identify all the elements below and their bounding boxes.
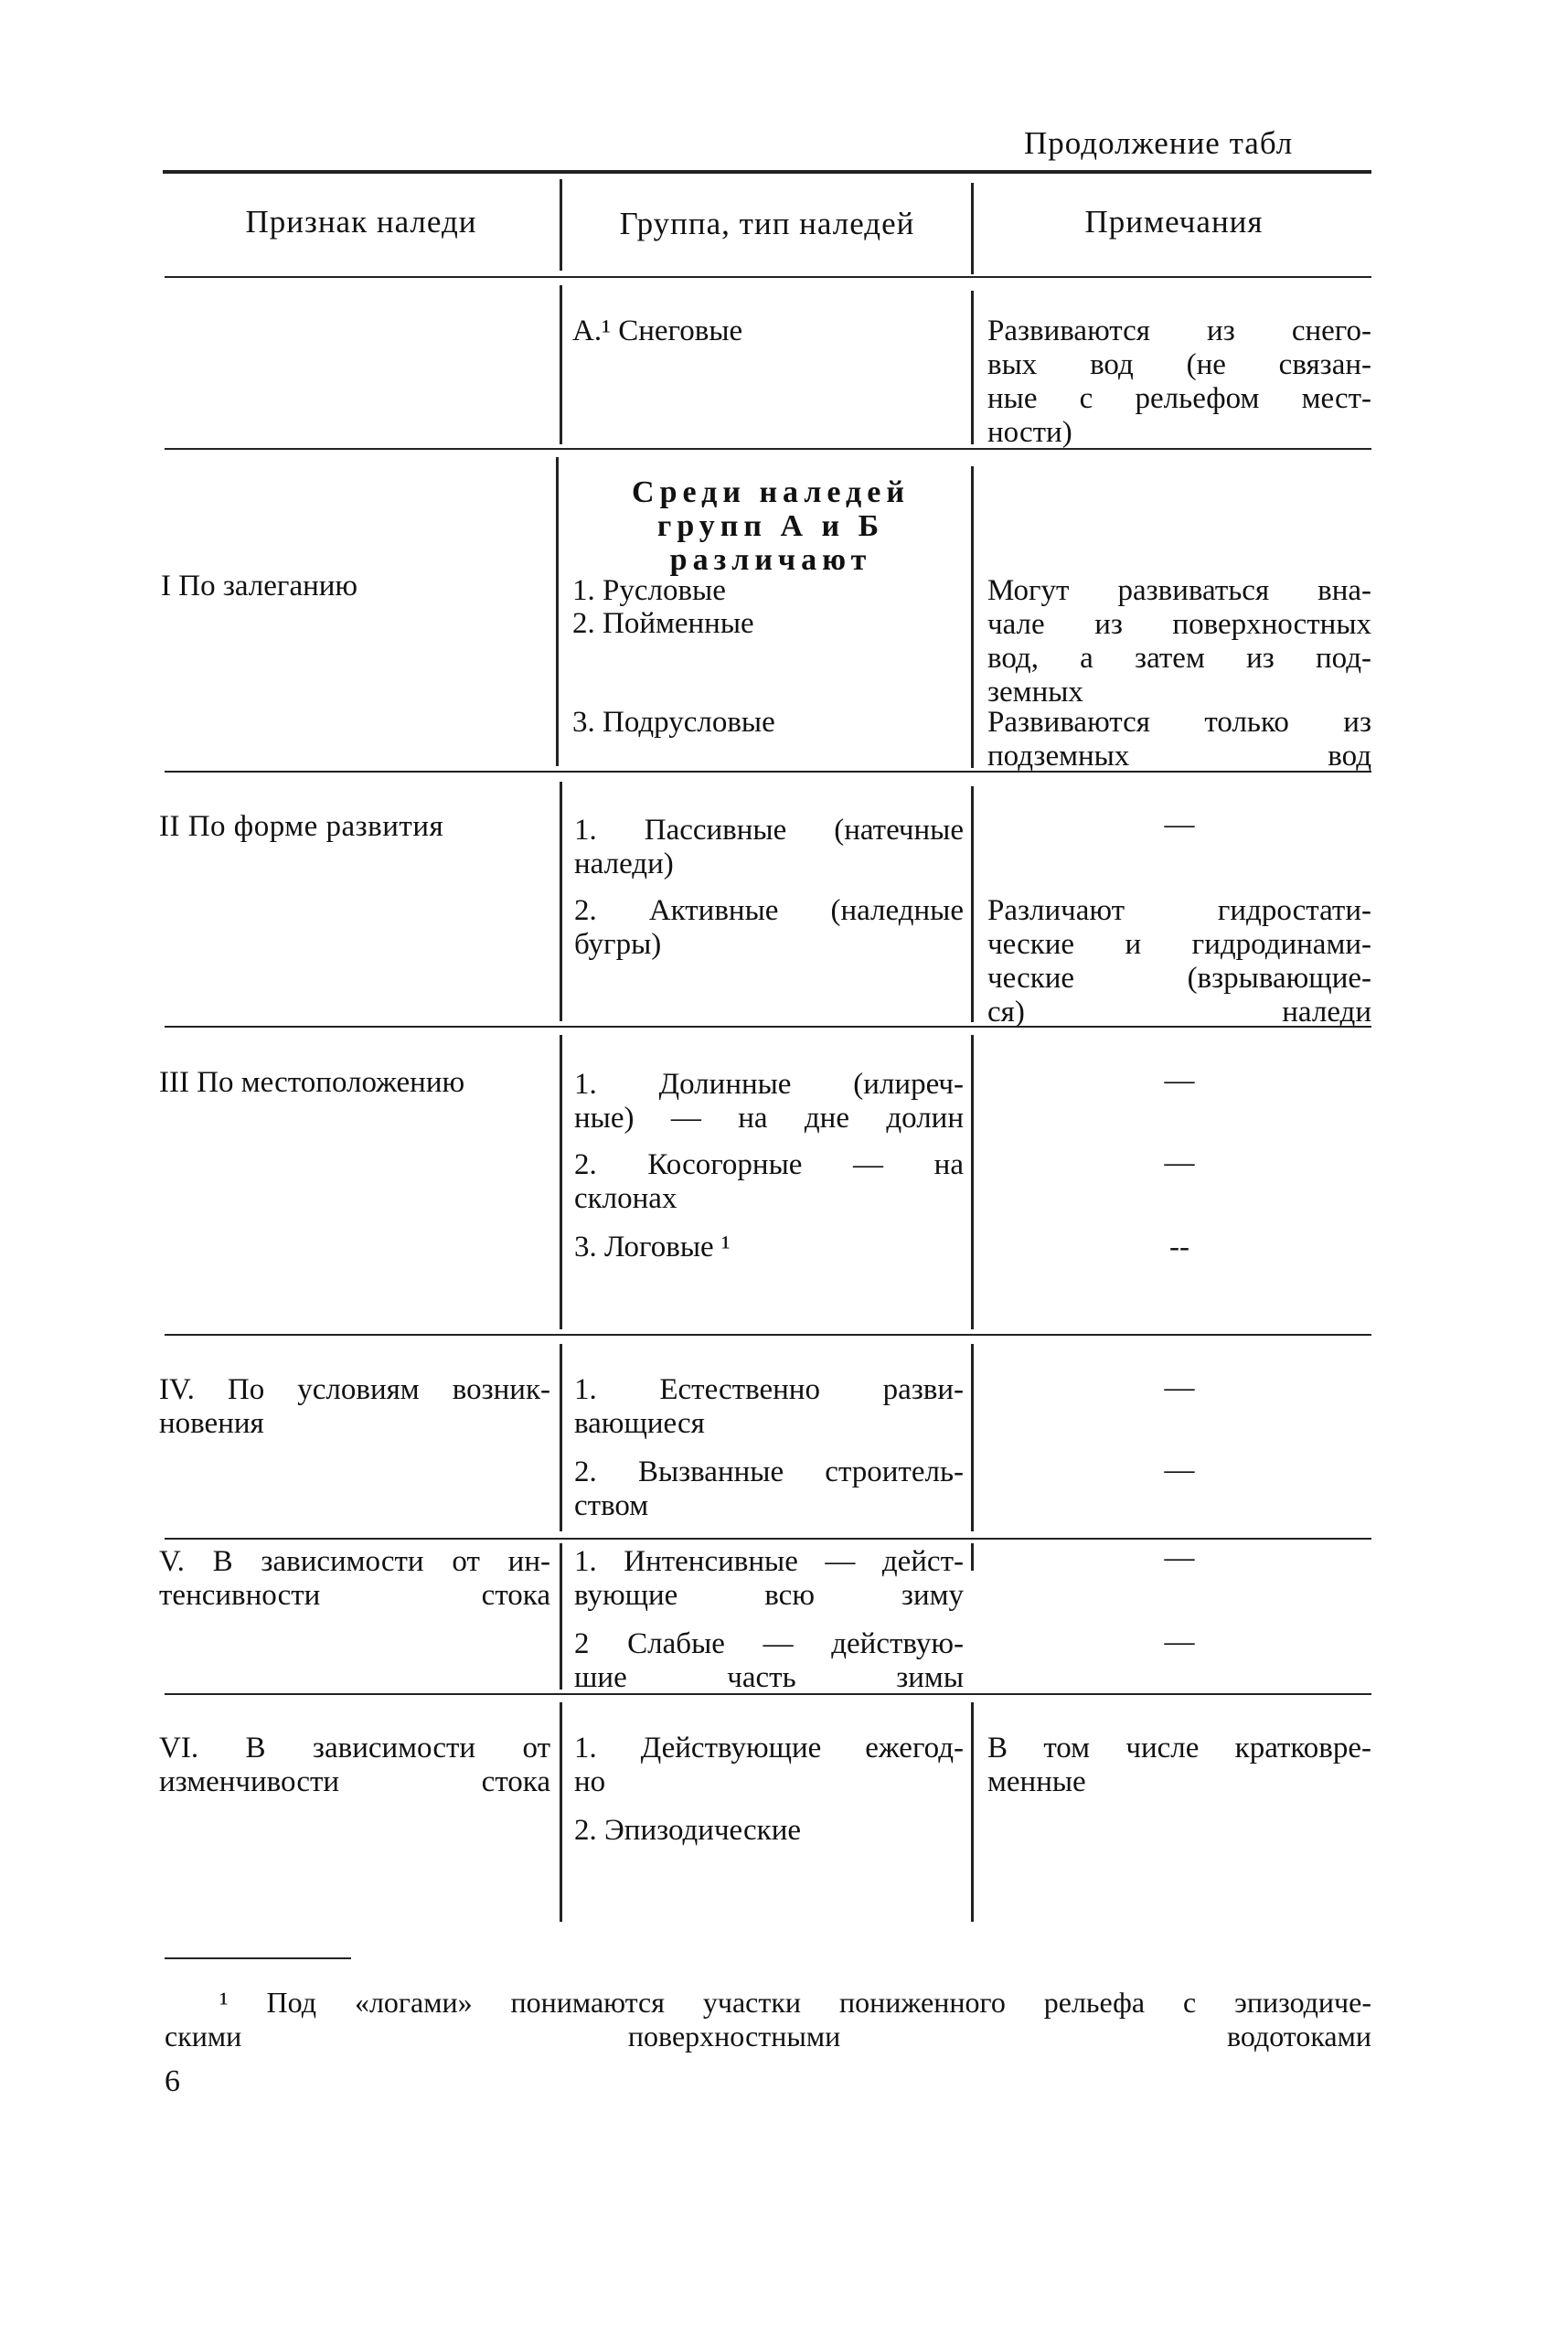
- row-4-note-empty: —: [1164, 1371, 1195, 1404]
- row-3-note-empty: --: [1169, 1231, 1189, 1263]
- row-4-item: 2. Вызванные строитель- ством: [574, 1455, 964, 1522]
- row-4-note-empty: —: [1164, 1454, 1195, 1487]
- row-3-feature: III По местоположению: [159, 1066, 465, 1099]
- column-separator: [971, 1702, 974, 1922]
- row-5-feature: V. В зависимости от ин- тенсивности стока: [159, 1545, 550, 1612]
- row-6-item: 1. Действующие ежегод- но: [574, 1732, 964, 1798]
- column-separator: [971, 183, 974, 274]
- footnote-rule: [165, 1957, 351, 1959]
- header-bottom-rule: [165, 276, 1371, 278]
- row-rule: [165, 1334, 1371, 1336]
- row-2-item: 1. Пассивные (натечные наледи): [574, 814, 964, 880]
- column-header-feature: Признак наледи: [245, 204, 477, 240]
- page-number: 6: [165, 2064, 180, 2098]
- row-6-item: 2. Эпизодические: [574, 1814, 801, 1847]
- row-1-item: 1. Русловые: [572, 574, 726, 607]
- column-separator: [556, 457, 559, 766]
- column-header-notes: Примечания: [1084, 204, 1264, 240]
- row-5-item: 2 Слабые — действую- шие часть зимы: [574, 1627, 964, 1694]
- row-5-note-empty: —: [1164, 1626, 1195, 1658]
- row-a-note: Развиваются из снего- вых вод (не связан- ные с рельефом мест- ности): [987, 315, 1371, 449]
- row-a-group: А.¹ Снеговые: [572, 315, 743, 347]
- row-2-feature: II По форме развития: [159, 810, 444, 843]
- column-separator: [560, 179, 562, 271]
- column-separator: [971, 466, 974, 768]
- row-6-note: В том числе кратковре- менные: [987, 1732, 1371, 1798]
- row-3-note-empty: —: [1164, 1146, 1195, 1179]
- row-4-feature: IV. По условиям возник- новения: [159, 1373, 550, 1440]
- footnote: ¹ Под «логами» понимаются участки пониженного рельефа с эпизодиче- скими поверхностными водотоками: [165, 1986, 1371, 2052]
- row-4-item: 1. Естественно разви- вающиеся: [574, 1373, 964, 1440]
- row-1-note: Развиваются только из подземных вод: [987, 706, 1371, 773]
- row-5-note-empty: —: [1164, 1541, 1195, 1574]
- row-5-item: 1. Интенсивные — дейст- вующие всю зиму: [574, 1545, 964, 1612]
- row-1-note: Могут развиваться вна- чале из поверхностных вод, а затем из под- земных: [987, 574, 1371, 709]
- row-3-note-empty: —: [1164, 1064, 1195, 1097]
- column-separator: [560, 1543, 562, 1690]
- row-1-feature: I По залеганию: [161, 570, 358, 602]
- column-separator: [971, 786, 974, 1022]
- column-separator: [560, 285, 562, 444]
- column-header-group: Группа, тип наледей: [619, 206, 915, 241]
- row-2-item: 2. Активные (наледные бугры): [574, 894, 964, 961]
- column-separator: [560, 1344, 562, 1531]
- row-6-feature: VI. В зависимости от изменчивости стока: [159, 1732, 550, 1798]
- column-separator: [971, 1035, 974, 1329]
- column-separator: [971, 1543, 974, 1571]
- row-2-note: Различают гидростати- ческие и гидродинами- ческие (взрывающие- ся) наледи: [987, 894, 1371, 1029]
- row-3-item: 2. Косогорные — на склонах: [574, 1148, 964, 1215]
- row-rule: [165, 1538, 1371, 1540]
- row-1-intro: Среди наледей групп А и Б различают: [632, 475, 910, 577]
- table-top-rule: [163, 170, 1371, 174]
- row-3-item: 3. Логовые ¹: [574, 1231, 731, 1263]
- column-separator: [971, 1344, 974, 1531]
- row-1-item: 3. Подрусловые: [572, 706, 775, 739]
- continuation-label: Продолжение табл: [1024, 125, 1294, 161]
- row-1-item: 2. Пойменные: [572, 607, 754, 640]
- row-3-item: 1. Долинные (илиреч- ные) — на дне долин: [574, 1068, 964, 1135]
- column-separator: [560, 1702, 562, 1922]
- column-separator: [560, 782, 562, 1021]
- column-separator: [971, 291, 974, 444]
- column-separator: [560, 1035, 562, 1329]
- row-2-note-empty: —: [1164, 808, 1195, 841]
